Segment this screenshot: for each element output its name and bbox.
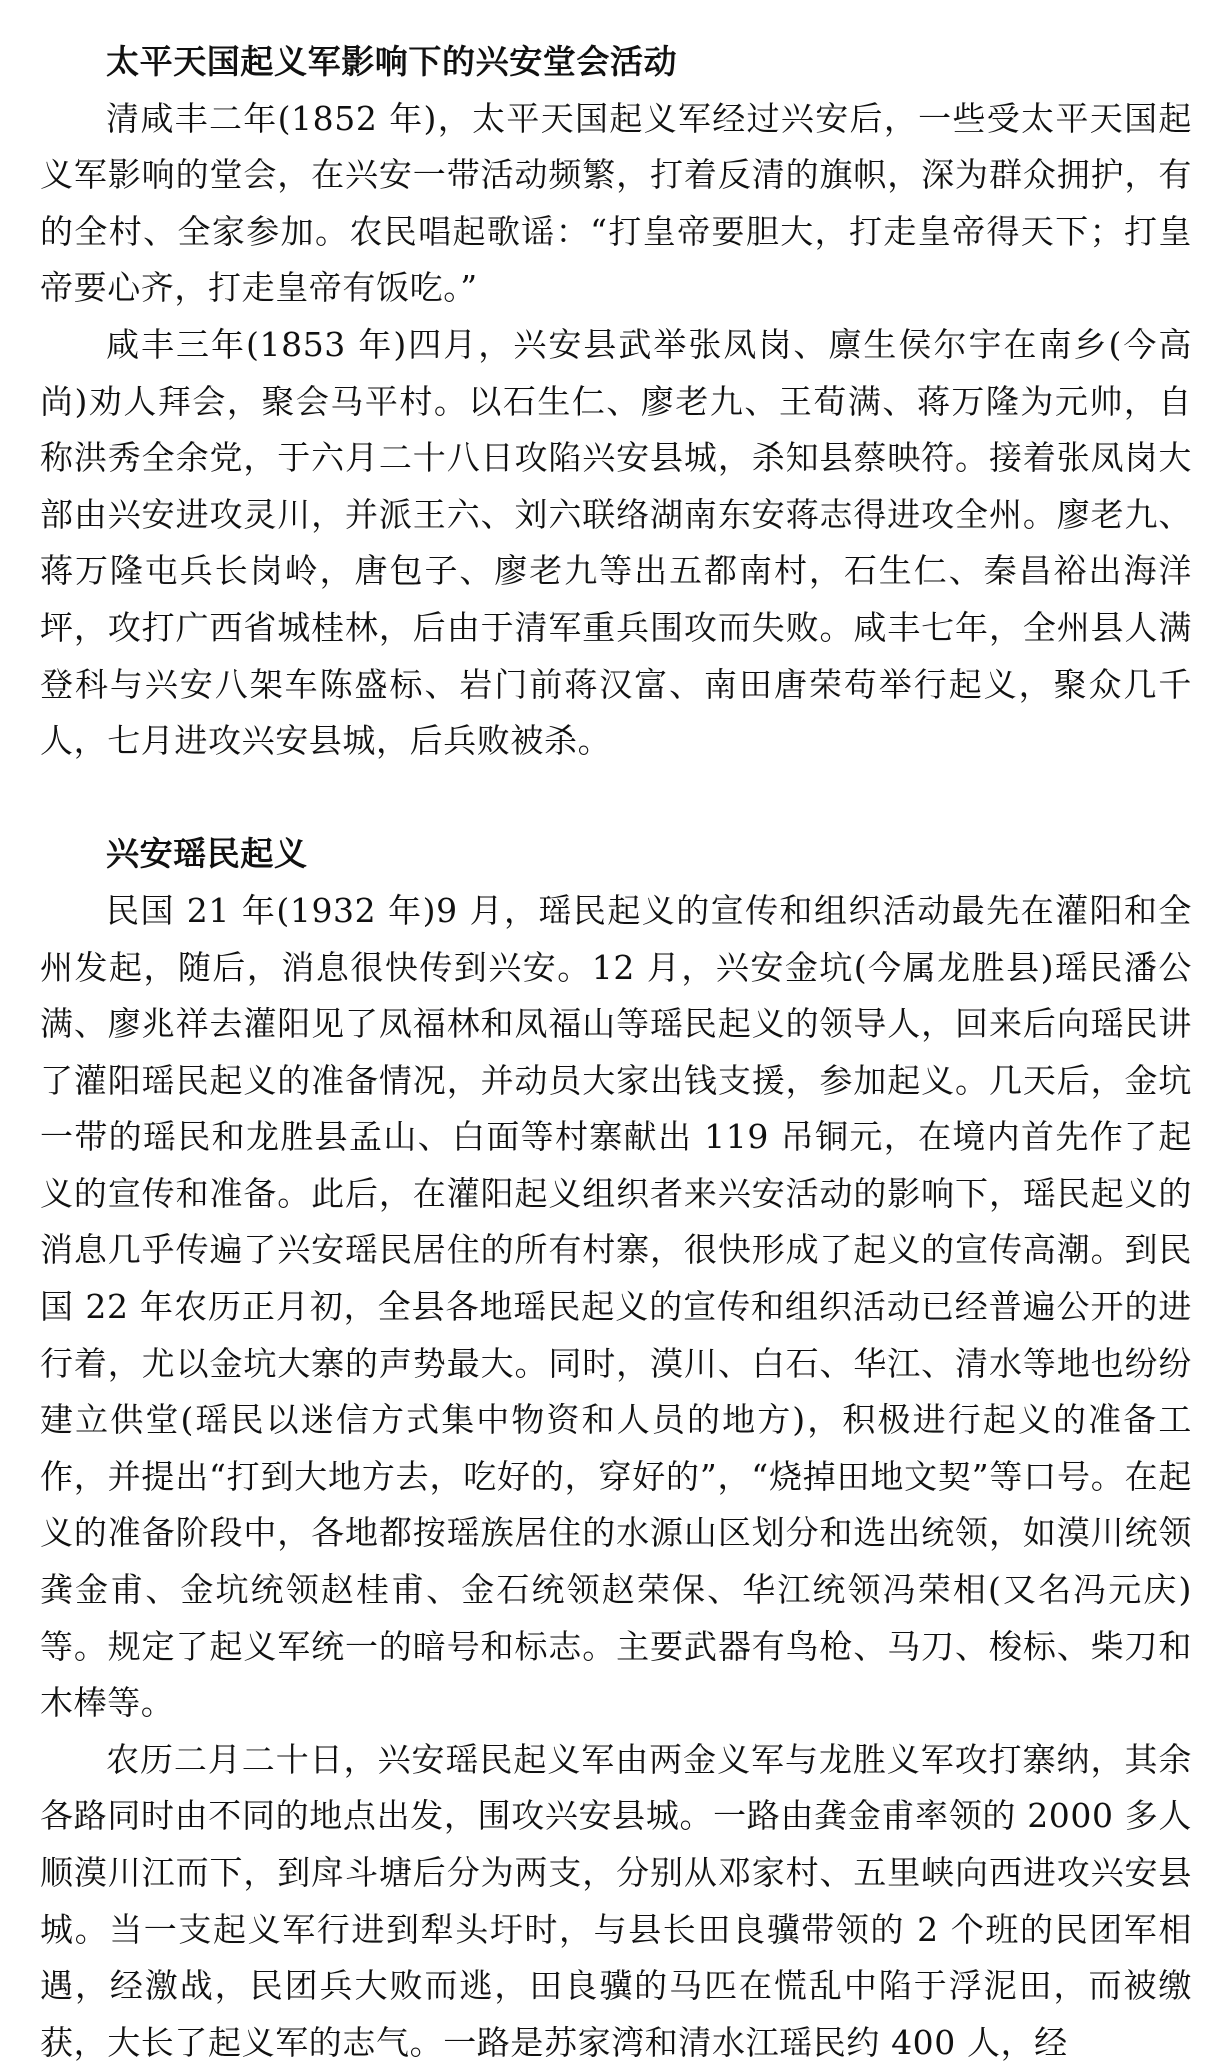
document-page [40, 34, 1192, 2071]
paragraph-2: 咸丰三年(1853 年)四月，兴安县武举张凤岗、廪生侯尔宇在南乡(今高尚)劝人拜会，聚会马平村。以石生仁、廖老九、王荀满、蒋万隆为元帅，自称洪秀全余党，于六月二十八日攻陷兴安县城，杀知县蔡映符。接着张凤岗大部由兴安进攻灵川，并派王六、刘六联络湖南东安蒋志得进攻全州。廖老九、蒋万隆屯兵长岗岭，唐包子、廖老九等出五都南村，石生仁、秦昌裕出海洋坪，攻打广西省城桂林，后由于清军重兵围攻而失败。咸丰七年，全州县人满登科与兴安八架车陈盛标、岩门前蒋汉富、南田唐荣苟举行起义，聚众几千人，七月进攻兴安县城，后兵败被杀。 [40, 324, 1192, 761]
section-spacer [40, 770, 1192, 827]
paragraph-4: 农历二月二十日，兴安瑶民起义军由两金义军与龙胜义军攻打寨纳，其余各路同时由不同的地点出发，围攻兴安县城。一路由龚金甫率领的 2000 多人顺漠川江而下，到戽斗塘后分为两支，分别从邓家村、五里峡向西进攻兴安县城。当一支起义军行进到犁头圩时，与县长田良骥带领的 2 个班的民团军相遇，经激战，民团兵大败而逃，田良骥的马匹在慌乱中陷于浮泥田，而被缴获，大长了起义军的志气。一路是苏家湾和清水江瑶民约 400 人，经 [40, 1739, 1192, 2062]
paragraph-3: 民国 21 年(1932 年)9 月，瑶民起义的宣传和组织活动最先在灌阳和全州发起，随后，消息很快传到兴安。12 月，兴安金坑(今属龙胜县)瑶民潘公满、廖兆祥去灌阳见了凤福林和凤福山等瑶民起义的领导人，回来后向瑶民讲了灌阳瑶民起义的准备情况，并动员大家出钱支援，参加起义。几天后，金坑一带的瑶民和龙胜县孟山、白面等村寨献出 119 吊铜元，在境内首先作了起义的宣传和准备。此后，在灌阳起义组织者来兴安活动的影响下，瑶民起义的消息几乎传遍了兴安瑶民居住的所有村寨，很快形成了起义的宣传高潮。到民国 22 年农历正月初，全县各地瑶民起义的宣传和组织活动已经普遍公开的进行着，尤以金坑大寨的声势最大。同时，漠川、白石、华江、清水等地也纷纷建立供堂(瑶民以迷信方式集中物资和人员的地方)，积极进行起义的准备工作，并提出“打到大地方去，吃好的，穿好的”，“烧掉田地文契”等口号。在起义的准备阶段中，各地都按瑶族居住的水源山区划分和选出统领，如漠川统领龚金甫、金坑统领赵桂甫、金石统领赵荣保、华江统领冯荣相(又名冯元庆)等。规定了起义军统一的暗号和标志。主要武器有鸟枪、马刀、梭标、柴刀和木棒等。 [40, 890, 1192, 1723]
section-title-taiping: 太平天国起义军影响下的兴安堂会活动 [106, 42, 678, 81]
paragraph-1: 清咸丰二年(1852 年)，太平天国起义军经过兴安后，一些受太平天国起义军影响的堂会，在兴安一带活动频繁，打着反清的旗帜，深为群众拥护，有的全村、全家参加。农民唱起歌谣：“打皇帝要胆大，打走皇帝得天下；打皇帝要心齐，打走皇帝有饭吃。” [40, 98, 1192, 308]
section-title-yao-uprising: 兴安瑶民起义 [106, 834, 308, 874]
